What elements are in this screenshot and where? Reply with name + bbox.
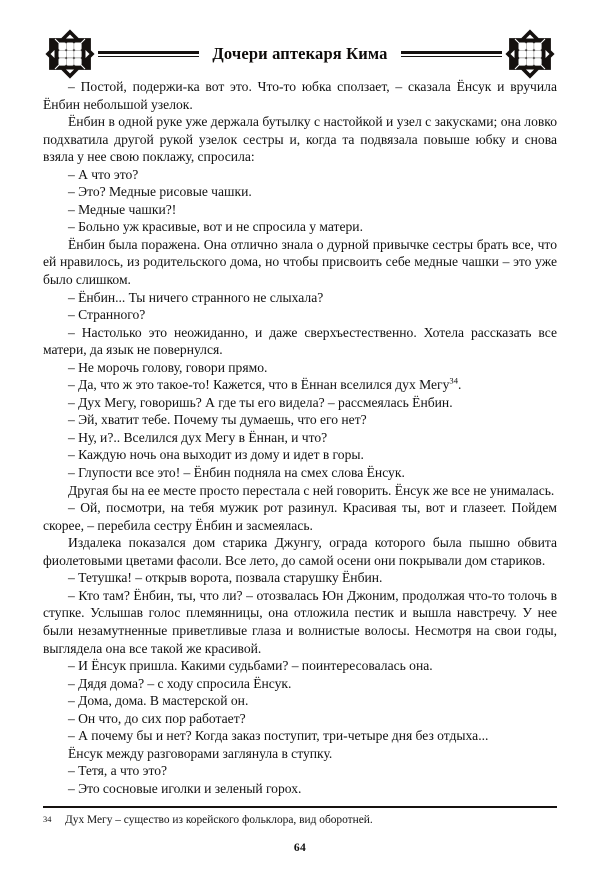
rosette-star-ornament-right	[503, 27, 557, 81]
footnote-text: Дух Мегу – существо из корейского фольклора, вид оборотней.	[65, 813, 373, 826]
body-paragraph: – Глупости все это! – Ёнбин подняла на смех слова Ёнсук.	[68, 465, 405, 481]
body-paragraph: – Не морочь голову, говори прямо.	[68, 359, 268, 375]
body-text-column	[43, 78, 557, 797]
head-rule-right	[401, 50, 502, 59]
body-paragraph: – А почему бы и нет? Когда заказ поступит, три-четыре дня без отдыха...	[68, 728, 489, 744]
body-paragraph: – Да, что ж это такое-то! Кажется, что в Ённан вселился дух Мегу$^{34}$.	[68, 375, 462, 393]
page-title: Дочери аптекаря Кима	[212, 43, 388, 63]
footnote-item	[43, 813, 557, 827]
body-paragraph: – Странного?	[68, 307, 146, 323]
body-paragraph: – Постой, подержи-ка вот это. Что-то юбка сползает, – сказала Ёнсук и вручила Ёнбин небольшой узелок.	[43, 79, 557, 112]
footnote-marker: 34	[43, 814, 52, 824]
body-paragraph: – Настолько это неожиданно, и даже сверхъестественно. Хотела рассказать все матери, да язык не повернулся.	[43, 324, 557, 358]
body-paragraph: – Дух Мегу, говоришь? А где ты его видела? – рассмеялась Ёнбин.	[68, 394, 453, 410]
body-paragraph: – Ёнбин... Ты ничего странного не слыхала?	[68, 289, 324, 305]
head-rule-left	[98, 50, 199, 59]
body-paragraph: – Это сосновые иголки и зеленый горох.	[68, 780, 302, 796]
footnote-reference-tail: .	[457, 377, 462, 393]
body-paragraph: – Ой, посмотри, на тебя мужик рот разинул. Красивая ты, вот и глазеет. Пойдем скорее, – перебила сестру Ёнбин и засмеялась.	[43, 500, 557, 533]
rosette-star-ornament-left	[43, 27, 97, 81]
body-paragraph: – Дома, дома. В мастерской он.	[68, 693, 249, 709]
body-paragraph: Ёнбин была поражена. Она отлично знала о дурной привычке сестры брать все, что ей нравилось, из родительского дома, но чтобы присвоить себе медные чашки – это уже было слишком.	[43, 236, 557, 288]
footnote-separator-rule	[43, 806, 557, 808]
footnote-reference-marker[interactable]: 34	[449, 375, 458, 386]
body-paragraph: – Больно уж красивые, вот и не спросила у матери.	[68, 219, 363, 235]
body-paragraph: – Эй, хватит тебе. Почему ты думаешь, что его нет?	[68, 412, 367, 428]
body-paragraph: Другая бы на ее месте просто перестала с ней говорить. Ёнсук же все не унималась.	[68, 482, 555, 498]
body-paragraph: Ёнсук между разговорами заглянула в ступку.	[68, 745, 333, 761]
body-paragraph: – Тетушка! – открыв ворота, позвала старушку Ёнбин.	[68, 570, 383, 586]
body-paragraph: – Каждую ночь она выходит из дому и идет в горы.	[68, 447, 364, 463]
body-paragraph: – Медные чашки?!	[68, 201, 177, 217]
body-paragraph: – Тетя, а что это?	[68, 763, 168, 779]
body-paragraph: – Он что, до сих пор работает?	[68, 710, 246, 726]
body-paragraph: – Кто там? Ёнбин, ты, что ли? – отозвалась Юн Джоним, продолжая что-то толочь в ступке. Услышав голос племянницы, она отложила пестик и вышла навстречу. У нее были незамутненные приветливые глаза и волнистые волосы. Несмотря на свои годы, выглядела она все такой же красивой.	[43, 587, 557, 656]
footnote-area	[43, 806, 557, 827]
body-paragraph: Издалека показался дом старика Джунгу, ограда которого была пышно обвита фиолетовыми цветами фасоли. Все лето, до самой осени они покрывали дом стариков.	[43, 535, 557, 568]
running-head	[43, 26, 557, 82]
body-paragraph: Ёнбин в одной руке уже держала бутылку с настойкой и узел с закусками; она ловко подхватила другой рукой узелок сестры и, когда та подвязала повыше юбку и снова взяла у нее свою поклажу, спросила:	[43, 114, 557, 165]
body-paragraph: – И Ёнсук пришла. Какими судьбами? – поинтересовалась она.	[68, 658, 433, 674]
page-number: 64	[293, 841, 307, 854]
body-paragraph: – Дядя дома? – с ходу спросила Ёнсук.	[68, 675, 292, 691]
body-paragraph: – Ну, и?.. Вселился дух Мегу в Ённан, и что?	[68, 429, 328, 445]
body-paragraph: – А что это?	[68, 166, 139, 182]
body-paragraph: – Это? Медные рисовые чашки.	[68, 184, 252, 200]
